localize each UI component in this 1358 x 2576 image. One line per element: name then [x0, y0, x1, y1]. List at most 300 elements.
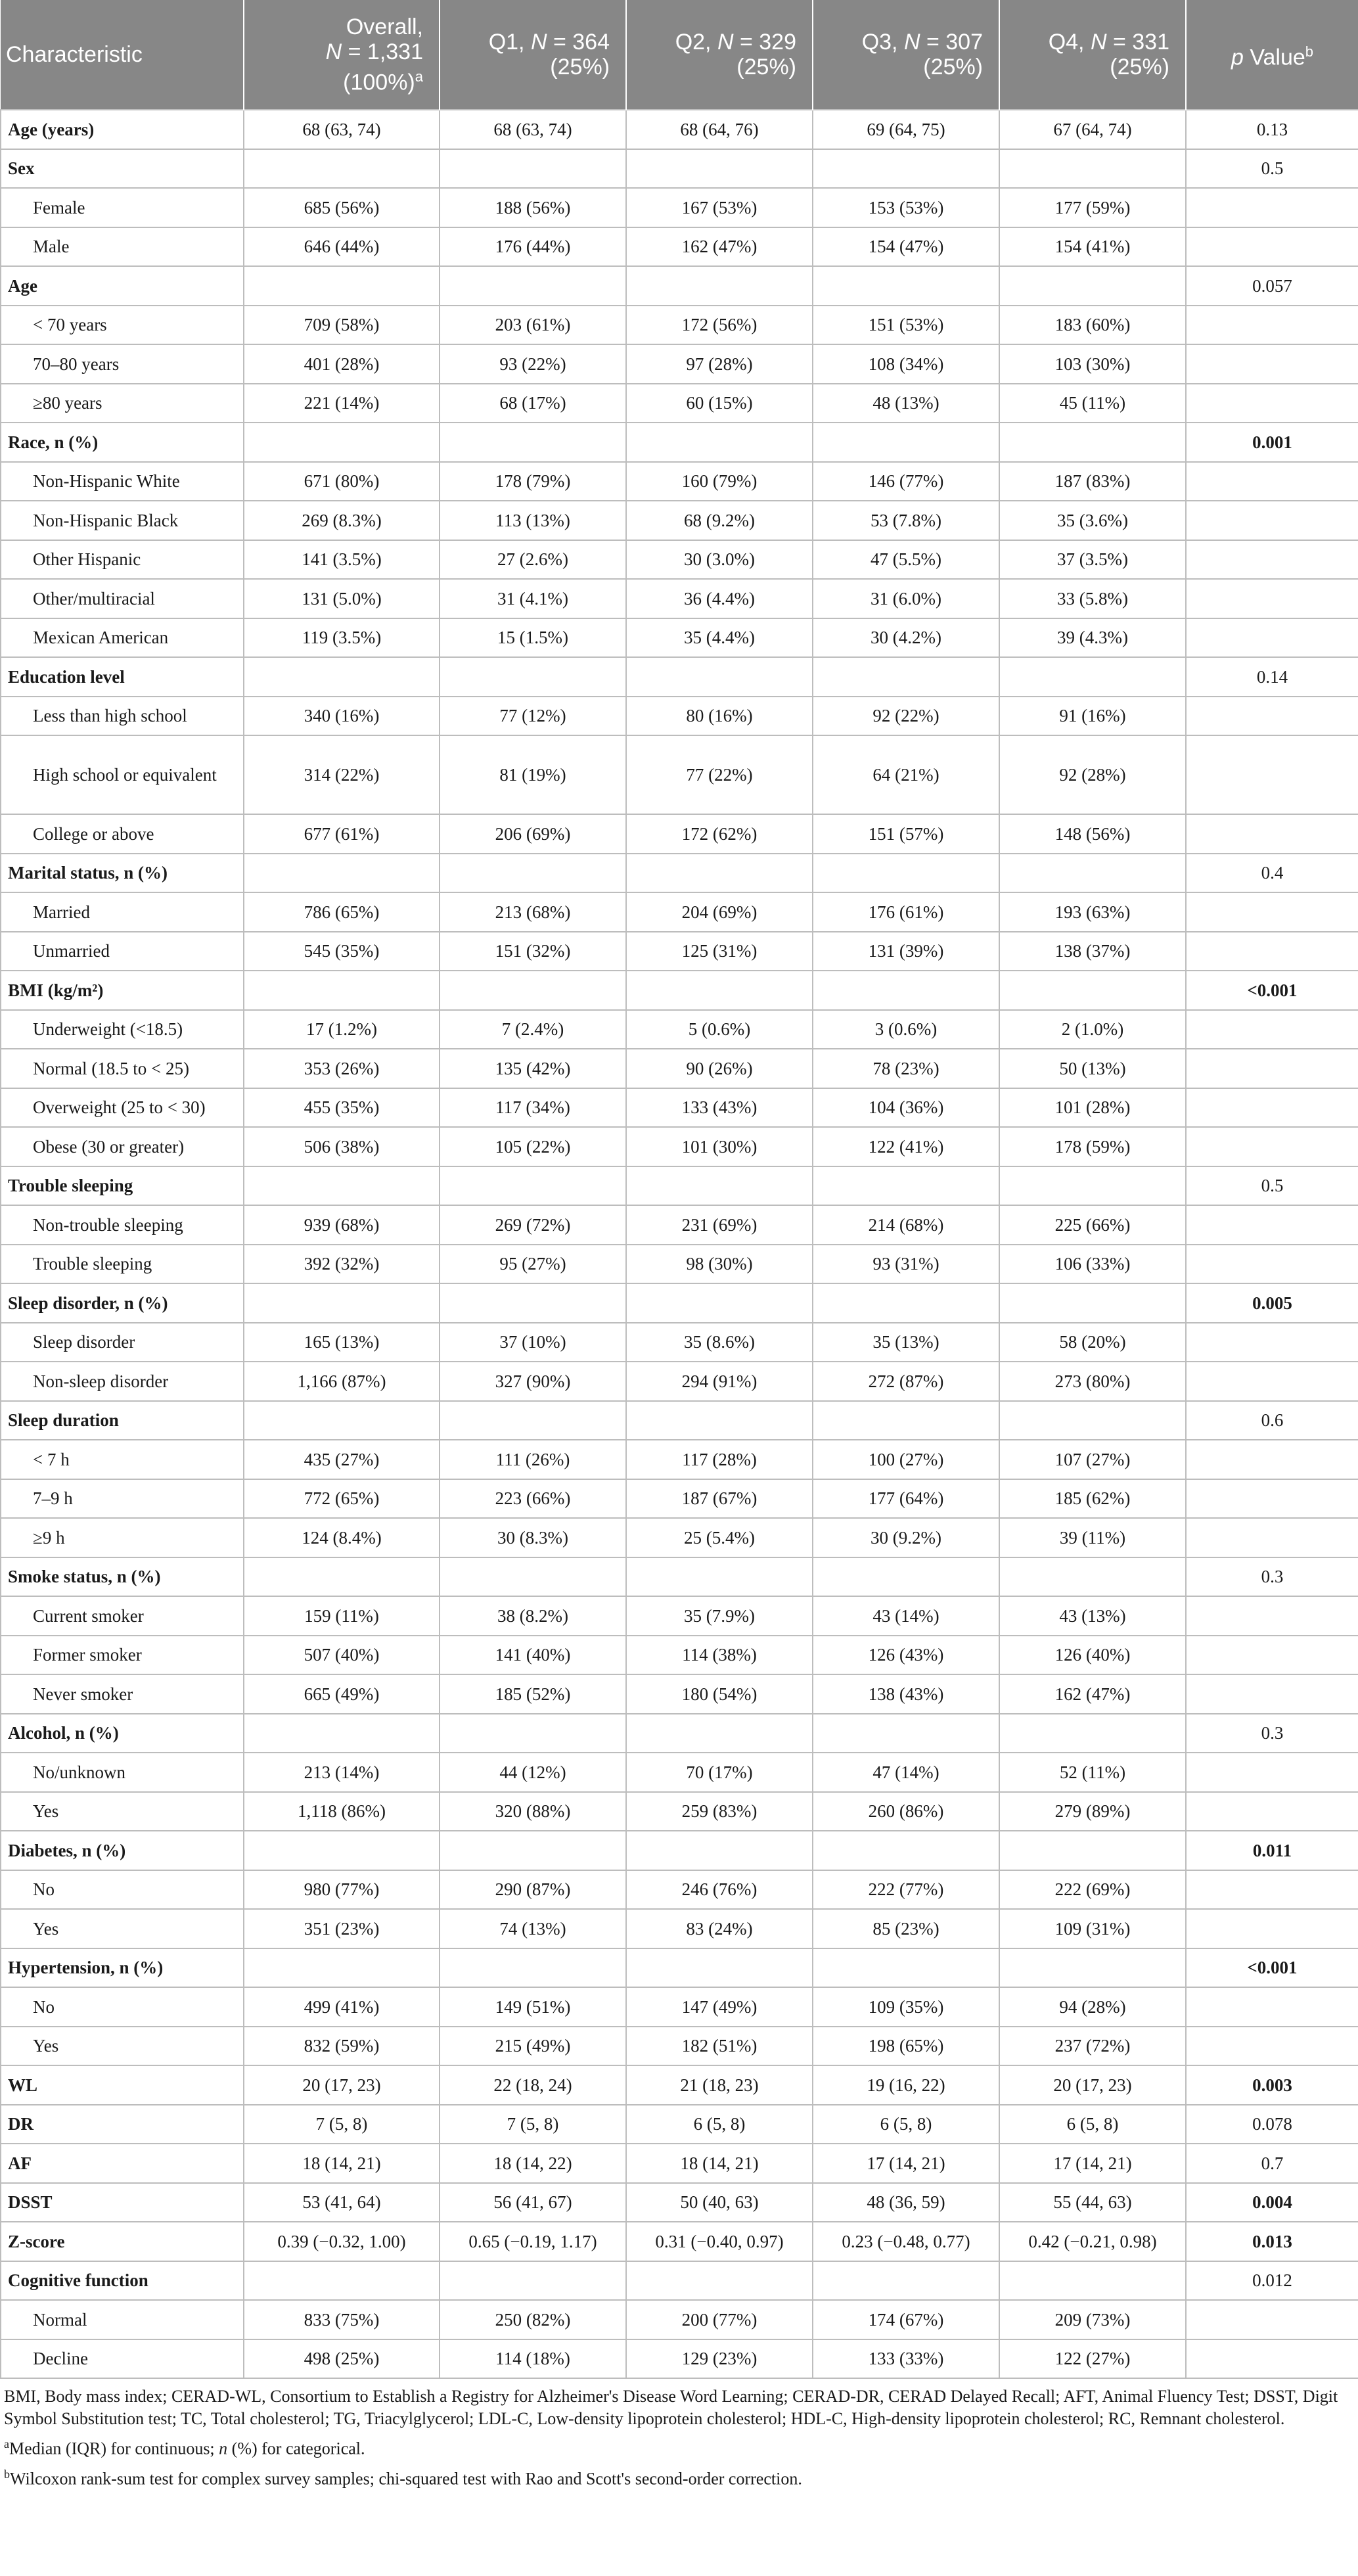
row-label: WL: [1, 2065, 244, 2105]
footnote-abbreviations: BMI, Body mass index; CERAD-WL, Consortium to Establish a Registry for Alzheimer's Disease Word Learning; CERAD-DR, CERAD Delayed Recall; AFT, Animal Fluency Test; DSST, Digit Symbol Substitution test; TC, Total cholesterol; TG, Triacylglycerol; LDL-C, Low-density lipoprotein cholesterol; HDL-C, High-density lipoprotein cholesterol; RC, Remnant cholesterol.: [4, 2387, 1338, 2428]
cell-p-value: 0.5: [1186, 1166, 1358, 1206]
table-row-group: [1, 423, 1358, 462]
cell-q4: 33 (5.8%): [999, 579, 1186, 618]
cell-q2: 50 (40, 63): [626, 2183, 813, 2222]
cell-q3: 109 (35%): [813, 1987, 999, 2027]
cell-q4: 55 (44, 63): [999, 2183, 1186, 2222]
cell-q2: [626, 149, 813, 189]
table-row-group: [1, 657, 1358, 697]
cell-q1: 149 (51%): [440, 1987, 626, 2027]
table-row: [1, 1245, 1358, 1284]
table-row: [1, 1674, 1358, 1714]
table-body: [1, 110, 1358, 2378]
cell-overall: 772 (65%): [244, 1479, 440, 1519]
cell-q4: 109 (31%): [999, 1909, 1186, 1948]
header-q1-count: = 364: [547, 30, 610, 55]
cell-q3: 6 (5, 8): [813, 2105, 999, 2144]
table-row-group: [1, 971, 1358, 1010]
cell-q4: 106 (33%): [999, 1245, 1186, 1284]
table-row: [1, 892, 1358, 932]
footnote-b-text: Wilcoxon rank-sum test for complex survey samples; chi-squared test with Rao and Scott's second-order correction.: [10, 2469, 802, 2489]
cell-q3: [813, 657, 999, 697]
cell-q1: 113 (13%): [440, 501, 626, 540]
cell-p-value: 0.6: [1186, 1401, 1358, 1440]
row-label: Mexican American: [1, 618, 244, 658]
cell-q2: [626, 1831, 813, 1870]
row-label: Trouble sleeping: [1, 1245, 244, 1284]
table-row-group: [1, 1557, 1358, 1597]
table-row: [1, 1596, 1358, 1636]
cell-overall: [244, 1714, 440, 1753]
cell-overall: [244, 423, 440, 462]
cell-q1: 213 (68%): [440, 892, 626, 932]
table-row-group: [1, 1166, 1358, 1206]
cell-overall: [244, 657, 440, 697]
cell-p-value: 0.001: [1186, 423, 1358, 462]
table-row: [1, 1127, 1358, 1166]
cell-q4: [999, 149, 1186, 189]
cell-q4: 58 (20%): [999, 1323, 1186, 1362]
header-q1-label: Q1,: [488, 30, 531, 55]
row-label: Hypertension, n (%): [1, 1948, 244, 1988]
cell-p-value: [1186, 2027, 1358, 2066]
row-label: Alcohol, n (%): [1, 1714, 244, 1753]
row-label: Other/multiracial: [1, 579, 244, 618]
cell-q4: 178 (59%): [999, 1127, 1186, 1166]
cell-overall: 340 (16%): [244, 697, 440, 736]
cell-overall: [244, 2261, 440, 2301]
row-label: Other Hispanic: [1, 540, 244, 580]
cell-q1: 81 (19%): [440, 735, 626, 814]
cell-overall: 141 (3.5%): [244, 540, 440, 580]
table-row-group: [1, 1831, 1358, 1870]
cell-q3: 122 (41%): [813, 1127, 999, 1166]
row-label: Marital status, n (%): [1, 854, 244, 893]
header-q2-count: = 329: [733, 30, 796, 55]
cell-q1: 31 (4.1%): [440, 579, 626, 618]
cell-q1: 74 (13%): [440, 1909, 626, 1948]
cell-q1: 22 (18, 24): [440, 2065, 626, 2105]
cell-overall: 353 (26%): [244, 1049, 440, 1088]
cell-p-value: [1186, 344, 1358, 384]
cell-overall: 401 (28%): [244, 344, 440, 384]
table-row: [1, 1010, 1358, 1049]
cell-q1: 105 (22%): [440, 1127, 626, 1166]
table-row: [1, 579, 1358, 618]
cell-q4: 6 (5, 8): [999, 2105, 1186, 2144]
cell-q3: [813, 1948, 999, 1988]
row-label: Female: [1, 188, 244, 227]
cell-p-value: [1186, 1753, 1358, 1792]
cell-p-value: [1186, 1987, 1358, 2027]
table-row: [1, 1909, 1358, 1948]
cell-q4: 279 (89%): [999, 1792, 1186, 1831]
cell-q1: [440, 1166, 626, 1206]
cell-p-value: 0.7: [1186, 2144, 1358, 2183]
cell-q1: 206 (69%): [440, 814, 626, 854]
header-overall: [244, 0, 440, 110]
header-q4-label: Q4,: [1048, 30, 1091, 55]
cell-p-value: [1186, 1909, 1358, 1948]
cell-q2: 294 (91%): [626, 1362, 813, 1401]
row-label: No/unknown: [1, 1753, 244, 1792]
cell-q3: 151 (53%): [813, 306, 999, 345]
row-label: Never smoker: [1, 1674, 244, 1714]
cell-q1: 215 (49%): [440, 2027, 626, 2066]
row-label: Unmarried: [1, 932, 244, 971]
cell-q4: 154 (41%): [999, 227, 1186, 267]
cell-q3: 69 (64, 75): [813, 110, 999, 149]
cell-q4: 94 (28%): [999, 1987, 1186, 2027]
cell-q2: [626, 423, 813, 462]
cell-q3: 198 (65%): [813, 2027, 999, 2066]
cell-q4: 0.42 (−0.21, 0.98): [999, 2222, 1186, 2261]
cell-overall: [244, 1401, 440, 1440]
cell-q2: 77 (22%): [626, 735, 813, 814]
footnote-a-text1: Median (IQR) for continuous;: [9, 2439, 219, 2458]
cell-q3: 48 (36, 59): [813, 2183, 999, 2222]
cell-q4: 50 (13%): [999, 1049, 1186, 1088]
table-row: [1, 1636, 1358, 1675]
cell-q2: 0.31 (−0.40, 0.97): [626, 2222, 813, 2261]
cell-q3: 100 (27%): [813, 1440, 999, 1479]
header-p-sup: b: [1305, 43, 1314, 60]
cell-q2: [626, 1283, 813, 1323]
cell-q3: 214 (68%): [813, 1205, 999, 1245]
table-row: [1, 344, 1358, 384]
cell-overall: 131 (5.0%): [244, 579, 440, 618]
cell-q3: [813, 1166, 999, 1206]
cell-overall: 68 (63, 74): [244, 110, 440, 149]
cell-q2: 172 (62%): [626, 814, 813, 854]
cell-q4: [999, 1831, 1186, 1870]
cell-q2: [626, 266, 813, 306]
cell-q2: 36 (4.4%): [626, 579, 813, 618]
cell-q2: 172 (56%): [626, 306, 813, 345]
table-row: [1, 540, 1358, 580]
cell-q1: [440, 1283, 626, 1323]
cell-overall: 213 (14%): [244, 1753, 440, 1792]
row-label: BMI (kg/m²): [1, 971, 244, 1010]
header-q4-pct: (25%): [1110, 55, 1169, 80]
cell-p-value: [1186, 579, 1358, 618]
cell-q2: 35 (7.9%): [626, 1596, 813, 1636]
header-row: [1, 0, 1358, 110]
cell-q4: [999, 1283, 1186, 1323]
cell-q1: 77 (12%): [440, 697, 626, 736]
cell-q3: 48 (13%): [813, 384, 999, 423]
cell-q2: 231 (69%): [626, 1205, 813, 1245]
cell-q2: 80 (16%): [626, 697, 813, 736]
cell-q3: 260 (86%): [813, 1792, 999, 1831]
cell-q3: [813, 2261, 999, 2301]
cell-q2: [626, 1166, 813, 1206]
cell-p-value: 0.4: [1186, 854, 1358, 893]
cell-q3: [813, 1714, 999, 1753]
cell-q3: [813, 854, 999, 893]
cell-p-value: 0.004: [1186, 2183, 1358, 2222]
table-row: [1, 227, 1358, 267]
cell-p-value: 0.3: [1186, 1714, 1358, 1753]
cell-overall: [244, 1166, 440, 1206]
row-label: DR: [1, 2105, 244, 2144]
cell-q2: [626, 2261, 813, 2301]
cell-q4: [999, 266, 1186, 306]
table-row: [1, 2300, 1358, 2339]
cell-q3: 19 (16, 22): [813, 2065, 999, 2105]
cell-p-value: 0.3: [1186, 1557, 1358, 1597]
cell-q2: 259 (83%): [626, 1792, 813, 1831]
cell-overall: 351 (23%): [244, 1909, 440, 1948]
cell-q1: [440, 149, 626, 189]
cell-q2: [626, 1401, 813, 1440]
table-row-group: [1, 1948, 1358, 1988]
cell-q4: 193 (63%): [999, 892, 1186, 932]
row-label: DSST: [1, 2183, 244, 2222]
cell-overall: 119 (3.5%): [244, 618, 440, 658]
cell-q2: [626, 1714, 813, 1753]
cell-p-value: [1186, 735, 1358, 814]
cell-q2: 182 (51%): [626, 2027, 813, 2066]
row-label: Diabetes, n (%): [1, 1831, 244, 1870]
cell-q1: 68 (63, 74): [440, 110, 626, 149]
cell-p-value: [1186, 1440, 1358, 1479]
row-label: Normal: [1, 2300, 244, 2339]
cell-q1: 141 (40%): [440, 1636, 626, 1675]
cell-overall: 18 (14, 21): [244, 2144, 440, 2183]
cell-q3: 272 (87%): [813, 1362, 999, 1401]
table-row: [1, 1440, 1358, 1479]
cell-p-value: [1186, 1205, 1358, 1245]
row-label: Normal (18.5 to < 25): [1, 1049, 244, 1088]
cell-q4: 222 (69%): [999, 1870, 1186, 1910]
cell-p-value: [1186, 1245, 1358, 1284]
row-label: Underweight (<18.5): [1, 1010, 244, 1049]
cell-q3: 30 (4.2%): [813, 618, 999, 658]
row-label: Male: [1, 227, 244, 267]
cell-p-value: 0.5: [1186, 149, 1358, 189]
header-q1-n: N: [530, 30, 547, 55]
table-row-group: [1, 2065, 1358, 2105]
table-row: [1, 2339, 1358, 2379]
cell-q4: [999, 1714, 1186, 1753]
cell-overall: 392 (32%): [244, 1245, 440, 1284]
cell-q2: 35 (8.6%): [626, 1323, 813, 1362]
cell-q1: [440, 1714, 626, 1753]
cell-overall: 0.39 (−0.32, 1.00): [244, 2222, 440, 2261]
cell-q3: 17 (14, 21): [813, 2144, 999, 2183]
row-label: Former smoker: [1, 1636, 244, 1675]
header-q3-count: = 307: [920, 30, 983, 55]
cell-overall: [244, 971, 440, 1010]
cell-q4: 126 (40%): [999, 1636, 1186, 1675]
table-footnotes: [0, 2379, 1358, 2490]
row-label: Cognitive function: [1, 2261, 244, 2301]
cell-q1: 37 (10%): [440, 1323, 626, 1362]
header-q1: [440, 0, 626, 110]
cell-q4: 37 (3.5%): [999, 540, 1186, 580]
cell-q2: 60 (15%): [626, 384, 813, 423]
cell-overall: 17 (1.2%): [244, 1010, 440, 1049]
header-p-italic: p: [1231, 45, 1244, 70]
row-label: Decline: [1, 2339, 244, 2379]
table-row: [1, 1323, 1358, 1362]
header-overall-n: N: [325, 39, 342, 64]
cell-q4: [999, 1557, 1186, 1597]
table-row: [1, 501, 1358, 540]
cell-q1: 38 (8.2%): [440, 1596, 626, 1636]
cell-q2: 98 (30%): [626, 1245, 813, 1284]
header-q1-pct: (25%): [550, 55, 610, 80]
cell-q3: 35 (13%): [813, 1323, 999, 1362]
footnote-a: [4, 2433, 1354, 2460]
row-label: College or above: [1, 814, 244, 854]
table-row: [1, 697, 1358, 736]
cell-q1: 151 (32%): [440, 932, 626, 971]
row-label: Sex: [1, 149, 244, 189]
cell-q2: 117 (28%): [626, 1440, 813, 1479]
cell-q2: 114 (38%): [626, 1636, 813, 1675]
cell-p-value: [1186, 1479, 1358, 1519]
table-row: [1, 1518, 1358, 1557]
table-row: [1, 1049, 1358, 1088]
cell-p-value: [1186, 384, 1358, 423]
cell-p-value: [1186, 1518, 1358, 1557]
cell-q2: 6 (5, 8): [626, 2105, 813, 2144]
cell-overall: 499 (41%): [244, 1987, 440, 2027]
cell-p-value: [1186, 306, 1358, 345]
cell-q2: 68 (64, 76): [626, 110, 813, 149]
cell-p-value: [1186, 188, 1358, 227]
table-row: [1, 618, 1358, 658]
cell-p-value: <0.001: [1186, 971, 1358, 1010]
row-label: Trouble sleeping: [1, 1166, 244, 1206]
cell-p-value: [1186, 1323, 1358, 1362]
header-overall-line1: Overall,: [346, 14, 423, 39]
row-label: No: [1, 1870, 244, 1910]
cell-q2: [626, 657, 813, 697]
header-q3-n: N: [903, 30, 920, 55]
cell-q2: 101 (30%): [626, 1127, 813, 1166]
cell-overall: [244, 1557, 440, 1597]
cell-q3: 133 (33%): [813, 2339, 999, 2379]
row-label: High school or equivalent: [1, 735, 244, 814]
cell-q4: 39 (4.3%): [999, 618, 1186, 658]
cell-overall: 269 (8.3%): [244, 501, 440, 540]
cell-overall: 455 (35%): [244, 1088, 440, 1128]
cell-overall: 545 (35%): [244, 932, 440, 971]
table-row: [1, 1987, 1358, 2027]
cell-q3: [813, 1557, 999, 1597]
row-label: 70–80 years: [1, 344, 244, 384]
cell-q1: [440, 1831, 626, 1870]
cell-q3: 64 (21%): [813, 735, 999, 814]
cell-q2: [626, 1948, 813, 1988]
footnote-a-mark: a: [4, 2437, 9, 2450]
cell-overall: [244, 1831, 440, 1870]
cell-q4: 273 (80%): [999, 1362, 1186, 1401]
cell-overall: 507 (40%): [244, 1636, 440, 1675]
cell-q3: 174 (67%): [813, 2300, 999, 2339]
cell-q3: [813, 971, 999, 1010]
cell-overall: 832 (59%): [244, 2027, 440, 2066]
header-q3-pct: (25%): [923, 55, 983, 80]
cell-overall: 677 (61%): [244, 814, 440, 854]
cell-q1: 15 (1.5%): [440, 618, 626, 658]
cell-p-value: [1186, 1088, 1358, 1128]
cell-p-value: 0.011: [1186, 1831, 1358, 1870]
cell-p-value: 0.057: [1186, 266, 1358, 306]
cell-q2: [626, 971, 813, 1010]
table-row: [1, 1205, 1358, 1245]
cell-q4: 101 (28%): [999, 1088, 1186, 1128]
table-row: [1, 2027, 1358, 2066]
cell-q3: 153 (53%): [813, 188, 999, 227]
cell-q1: 250 (82%): [440, 2300, 626, 2339]
cell-q2: 160 (79%): [626, 462, 813, 501]
cell-q1: 117 (34%): [440, 1088, 626, 1128]
row-label: Less than high school: [1, 697, 244, 736]
cell-q1: 327 (90%): [440, 1362, 626, 1401]
cell-q1: 27 (2.6%): [440, 540, 626, 580]
cell-q3: [813, 423, 999, 462]
header-characteristic-text: Characteristic: [6, 42, 143, 67]
cell-q1: 7 (2.4%): [440, 1010, 626, 1049]
cell-q3: 138 (43%): [813, 1674, 999, 1714]
cell-q1: 178 (79%): [440, 462, 626, 501]
cell-q3: 104 (36%): [813, 1088, 999, 1128]
cell-p-value: 0.005: [1186, 1283, 1358, 1323]
cell-q3: 108 (34%): [813, 344, 999, 384]
row-label: Married: [1, 892, 244, 932]
cell-overall: [244, 149, 440, 189]
table-row: [1, 735, 1358, 814]
cell-q1: 95 (27%): [440, 1245, 626, 1284]
cell-p-value: <0.001: [1186, 1948, 1358, 1988]
table-row-group: [1, 266, 1358, 306]
cell-q1: 56 (41, 67): [440, 2183, 626, 2222]
header-p-rest: Value: [1243, 45, 1305, 70]
cell-q4: 122 (27%): [999, 2339, 1186, 2379]
row-label: Sleep duration: [1, 1401, 244, 1440]
row-label: Smoke status, n (%): [1, 1557, 244, 1597]
table-row: [1, 932, 1358, 971]
cell-overall: 709 (58%): [244, 306, 440, 345]
cell-p-value: 0.013: [1186, 2222, 1358, 2261]
table-row: [1, 384, 1358, 423]
cell-p-value: [1186, 462, 1358, 501]
table-row: [1, 462, 1358, 501]
cell-q2: 204 (69%): [626, 892, 813, 932]
cell-q4: 107 (27%): [999, 1440, 1186, 1479]
cell-q4: 138 (37%): [999, 932, 1186, 971]
table-row: [1, 1479, 1358, 1519]
cell-p-value: [1186, 1596, 1358, 1636]
cell-overall: [244, 266, 440, 306]
table-row: [1, 188, 1358, 227]
cell-p-value: [1186, 2339, 1358, 2379]
row-label: Sleep disorder, n (%): [1, 1283, 244, 1323]
cell-p-value: [1186, 814, 1358, 854]
header-q2-pct: (25%): [736, 55, 796, 80]
cell-overall: 833 (75%): [244, 2300, 440, 2339]
cell-q3: 47 (14%): [813, 1753, 999, 1792]
row-label: ≥80 years: [1, 384, 244, 423]
header-q4-n: N: [1090, 30, 1107, 55]
cell-q1: 290 (87%): [440, 1870, 626, 1910]
cell-overall: 165 (13%): [244, 1323, 440, 1362]
cell-q1: [440, 2261, 626, 2301]
